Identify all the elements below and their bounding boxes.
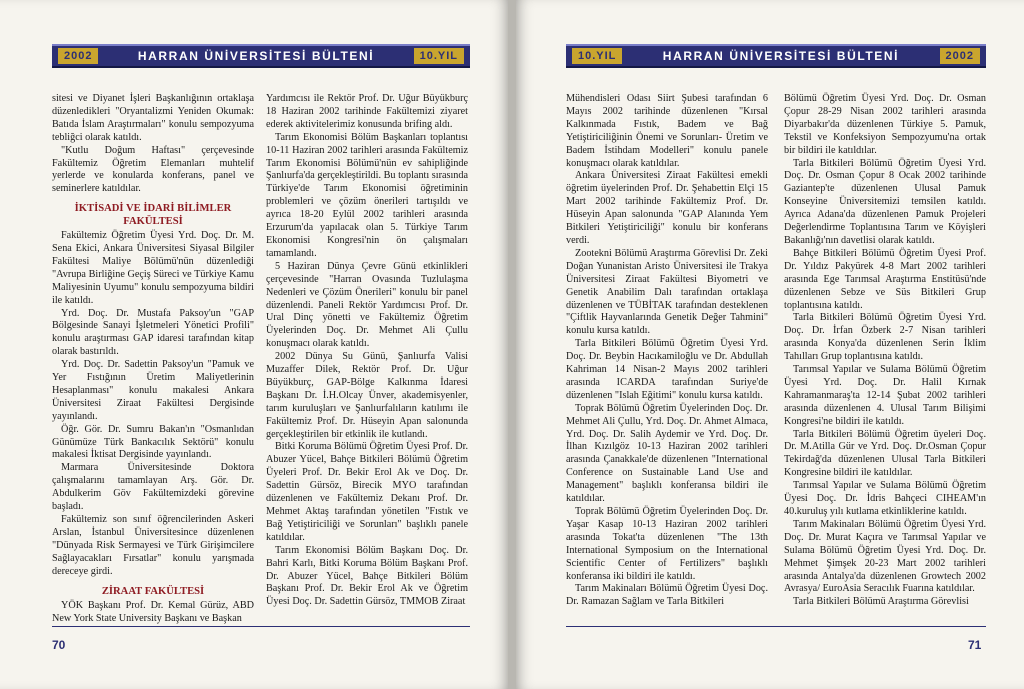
paragraph: Fakültemiz Öğretim Üyesi Yrd. Doç. Dr. M. Sena Ekici, Ankara Üniversitesi Siyasal Bilgiler Fakültesi Maliye Bölümü'nün düzenlediği "Avrupa Birliğine Geçiş Süreci ve Türkiye Kamu Maliyesinin Uyumu" konulu sempozyuma bildiri ile katıldı. xyxy=(52,230,254,306)
page-number: 71 xyxy=(968,638,982,652)
left-column-1 xyxy=(52,93,254,626)
paragraph: Toprak Bölümü Öğretim Üyelerinden Doç. Dr. Yaşar Kasap 10-13 Haziran 2002 tarihleri arasında Tokat'ta düzenlenen "The 13th International Symposium on the International Scientific Center of Fertilizers" başlıklı konferansa iki bildiri ile katıldı. xyxy=(566,506,768,582)
paragraph: Zootekni Bölümü Araştırma Görevlisi Dr. Zeki Doğan Yunanistan Aristo Üniversitesi ile Trakya Üniversitesi Ziraat Fakültesi Biyometri ve Genetik Anabilim Dalı tarafından ortaklaşa düzenlenen ve TÜBİTAK tarafından desteklenen "Çiftlik Hayvanlarında Genetik Değer Tahmini" konulu kursa katıldı. xyxy=(566,247,768,337)
paragraph: Öğr. Gör. Dr. Sumru Bakan'ın "Osmanlıdan Günümüze Türk Bankacılık Sektörü" konulu makalesi İktisat Dergisinde yayınlandı. xyxy=(52,423,254,461)
paragraph: Ankara Üniversitesi Ziraat Fakültesi emekli öğretim üyelerinden Prof. Dr. Şehabettin Elçi 15 Mart 2002 tarihinde Fakültemiz Prof. Dr. Hüseyin Apan salonunda "GAP Alanında Yem Bitkileri Yetiştiriciliği" konulu bir konferans verdi. xyxy=(566,170,768,246)
paragraph: Tarımsal Yapılar ve Sulama Bölümü Öğretim Üyesi Doç. Dr. İdris Bahçeci CIHEAM'ın 40.kuruluş yılı kutlama etkinliklerine katıldı. xyxy=(784,480,986,517)
paragraph: Tarımsal Yapılar ve Sulama Bölümü Öğretim Üyesi Yrd. Doç. Dr. Halil Kırnak Kahramanmaraş'ta 12-14 Şubat 2002 tarihleri arasında düzenlenen 4. Ulusal Tarım Bilişimi Kongresi'ne bildiri ile katıldı. xyxy=(784,364,986,427)
paragraph: Toprak Bölümü Öğretim Üyelerinden Doç. Dr. Mehmet Ali Çullu, Yrd. Doç. Dr. Ahmet Almaca, Yrd. Doç. Dr. Salih Aydemir ve Yrd. Doç. Dr. İlhan Kızılgöz 10-13 Haziran 2002 tarihleri arasında Çanakkale'de düzenlenen "International Conference on Sustainable Land Use and Management" başlıklı konferansa bildiri ile katıldılar. xyxy=(566,402,768,505)
section-heading: ZİRAAT FAKÜLTESİ xyxy=(101,585,205,597)
left-page xyxy=(0,0,508,689)
paragraph: Tarım Ekonomisi Bölüm Başkanları toplantısı 10-11 Haziran 2002 tarihleri arasında Fakültemiz Tarım Ekonomisi Bölümü'nün ev sahipliğinde Şanlıurfa'da gerçekleştirildi. Bu toplantı sırasında Türkiye'de Tarım Ekonomisi öğretiminin problemleri ve çözüm önerileri tartışıldı ve ayrıca 18-20 Eylül 2002 tarihleri arasında Erzurum'da yapılacak olan 5. Türkiye Tarım Ekonomisi Kongresi'nin ön çalışmaları tamamlandı. xyxy=(266,131,468,259)
paragraph: Bitki Koruma Bölümü Öğretim Üyesi Prof. Dr. Abuzer Yücel, Bahçe Bitkileri Bölümü Öğretim Üyeleri Prof. Dr. Bekir Erol Ak ve Doç. Dr. Sadettin Gürsöz, Birecik MYO tarafından düzenlenen ve Fakültemiz Dekanı Prof. Dr. Mehmet Aktaş tarafından yönetilen "Fıstık ve Bağ Yetiştiriciliği ve Sorunları" başlıklı panele katıldılar. xyxy=(266,441,468,543)
paragraph: Fakültemiz son sınıf öğrencilerinden Askeri Arslan, İstanbul Üniversitesince düzenlenen "Dünyada Risk Sermayesi ve Türk Girişimcilere Sağlayacakları Fırsatlar" konulu yarışmada dereceye girdi. xyxy=(52,514,254,577)
paragraph: Yrd. Doç. Dr. Sadettin Paksoy'un "Pamuk ve Yer Fıstığının Üretim Maliyetlerinin Hesaplanması" konulu makalesi Ankara Üniversitesi Ziraat Fakültesi Dergisinde yayınlandı. xyxy=(52,359,254,422)
header-anniversary: 10.YIL xyxy=(414,48,464,64)
header-year: 2002 xyxy=(58,48,98,64)
paragraph: Tarla Bitkileri Bölümü Öğretim Üyesi Yrd. Doç. Dr. Osman Çopur 8 Ocak 2002 tarihinde Gaziantep'te düzenlenen Ulusal Pamuk Konseyine Üniversitemizi temsilen katıldı. Ayrıca Adana'da düzenlenen Pamuk Projeleri Değerlendirme Toplantısına Tarım ve Köyişleri Bakanlığı'nın davetlisi olarak katıldı. xyxy=(784,157,986,246)
paragraph: Tarım Makinaları Bölümü Öğretim Üyesi Doç. Dr. Ramazan Sağlam ve Tarla Bitkileri xyxy=(566,583,768,608)
page-header-banner xyxy=(566,44,986,68)
paragraph: Yrd. Doç. Dr. Mustafa Paksoy'un "GAP Bölgesinde Sanayi İşletmeleri Yönetici Profili" konulu araştırması GAP idaresi tarafından kitap olarak bastırıldı. xyxy=(52,307,254,358)
header-title: HARRAN ÜNİVERSİTESİ BÜLTENİ xyxy=(137,49,375,63)
paragraph: Tarla Bitkileri Bölümü Öğretim Üyesi Yrd. Doç. Dr. Beybin Hacıkamiloğlu ve Dr. Abdullah Kahriman 14 Nisan-2 Mayıs 2002 tarihleri arasında ICARDA tarafından Suriye'de düzenlenen "Islah Eğitimi" konulu kursa katıldı. xyxy=(566,338,768,401)
paragraph: YÖK Başkanı Prof. Dr. Kemal Gürüz, ABD New York State University Başkanı ve Başkan xyxy=(52,599,254,624)
right-column-1 xyxy=(566,93,768,609)
paragraph: Yardımcısı ile Rektör Prof. Dr. Uğur Büyükburç 18 Haziran 2002 tarihinde Fakültemizi ziyaret ederek aktivitelerimiz konusunda brifing aldı. xyxy=(266,93,468,130)
paragraph: Tarla Bitkileri Bölümü Öğretim Üyesi Yrd. Doç. Dr. İrfan Özberk 2-7 Nisan tarihleri arasında Konya'da düzenlenen Serin İklim Tahılları Grup toplantısına katıldı. xyxy=(784,312,986,363)
page-header-banner xyxy=(52,44,470,68)
footer-rule xyxy=(566,626,986,627)
header-anniversary: 10.YIL xyxy=(572,48,622,64)
section-heading: İKTİSADİ VE İDARİ BİLİMLER FAKÜLTESİ xyxy=(74,203,232,227)
left-column-2 xyxy=(266,93,468,609)
paragraph: Tarım Makinaları Bölümü Öğretim Üyesi Yrd. Doç. Dr. Murat Kaçıra ve Tarımsal Yapılar ve Sulama Bölümü Öğretim Üyesi Yrd. Doç. Dr. Mehmet Şimşek 20-23 Mart 2002 tarihleri arasında Antalya'da düzenlenen Growtech 2002 Avrasya/ EuroAsia Seracılık Fuarına katıldılar. xyxy=(784,518,986,595)
paragraph: 2002 Dünya Su Günü, Şanlıurfa Valisi Muzaffer Dilek, Rektör Prof. Dr. Uğur Büyükburç, GAP-Bölge Kalkınma İdaresi Başkanı Dr. İ.H.Olcay Ünver, akademisyenler, tarım kuruluşları ve Şanlıurfalıların katılımı ile Fakültemiz Prof. Dr. Hüseyin Apan salonunda gerçekleştirilen bir etkinlik ile kutlandı. xyxy=(266,351,468,440)
paragraph: Marmara Üniversitesinde Doktora çalışmalarını tamamlayan Arş. Gör. Dr. Abdulkerim Göv Fakültemizdeki görevine başladı. xyxy=(52,462,254,513)
right-column-2 xyxy=(784,93,986,609)
right-page xyxy=(516,0,1024,689)
paragraph: "Kutlu Doğum Haftası" çerçevesinde Fakültemiz Öğretim Elemanları muhtelif yerlerde ve konularda konferans, panel ve seminerlere katıldılar. xyxy=(52,144,254,195)
footer-rule xyxy=(52,626,470,627)
header-title: HARRAN ÜNİVERSİTESİ BÜLTENİ xyxy=(662,49,900,63)
paragraph: 5 Haziran Dünya Çevre Günü etkinlikleri çerçevesinde "Harran Ovasında Tuzlulaşma Nedenleri ve Çözüm Önerileri" konulu bir panel düzenlendi. Paneli Rektör Yardımcısı Prof. Dr. Ural Dinç yönetti ve Fakültemiz Öğretim Üyelerinden Doç. Dr. Mehmet Ali Çullu konuşmacı olarak katıldı. xyxy=(266,260,468,350)
book-gutter xyxy=(508,0,516,689)
paragraph: Tarla Bitkileri Bölümü Öğretim üyeleri Doç. Dr. M.Atilla Gür ve Yrd. Doç. Dr.Osman Çopur Tekirdağ'da düzenlenen Ulusal Tarla Bitkileri Kongresine bildiri ile katıldılar. xyxy=(784,428,986,479)
paragraph: sitesi ve Diyanet İşleri Başkanlığının ortaklaşa düzenledikleri "Oryantalizmi Yeniden Okumak: Batıda İslam Araştırmaları" konulu sempozyuma tebliğci olarak katıldı. xyxy=(52,93,254,143)
paragraph: Bölümü Öğretim Üyesi Yrd. Doç. Dr. Osman Çopur 28-29 Nisan 2002 tarihleri arasında Diyarbakır'da düzenlenen Türkiye 5. Pamuk, Tekstil ve Konfeksiyon Sempozyumu'na ortak bir bildiri ile katıldılar. xyxy=(784,93,986,156)
paragraph: Tarla Bitkileri Bölümü Araştırma Görevlisi xyxy=(793,596,969,608)
header-year: 2002 xyxy=(940,48,980,64)
paragraph: Mühendisleri Odası Siirt Şubesi tarafından 6 Mayıs 2002 tarihinde düzenlenen "Kırsal Kalkınmada Fıstık, Badem ve Bağ Yetiştiriciliğinin Önemi ve Sorunları- Üretim ve Badem İstihdam Modelleri" konulu panele konuşmacı olarak katıldılar. xyxy=(566,93,768,169)
paragraph: Bahçe Bitkileri Bölümü Öğretim Üyesi Prof. Dr. Yıldız Pakyürek 4-8 Mart 2002 tarihleri arasında Ege Tarımsal Araştırma Enstitüsü'nde düzenlenen Sebze ve Süs Bitkileri Grup toplantısına katıldı. xyxy=(784,247,986,311)
page-number: 70 xyxy=(52,638,66,652)
paragraph: Tarım Ekonomisi Bölüm Başkanı Doç. Dr. Bahri Karlı, Bitki Koruma Bölüm Başkanı Prof. Dr. Abuzer Yücel, Bahçe Bitkileri Bölüm Başkanı Prof. Dr. Bekir Erol Ak ve Öğretim Üyesi Doç. Dr. Sadettin Gürsöz, TMMOB Ziraat xyxy=(266,544,468,608)
